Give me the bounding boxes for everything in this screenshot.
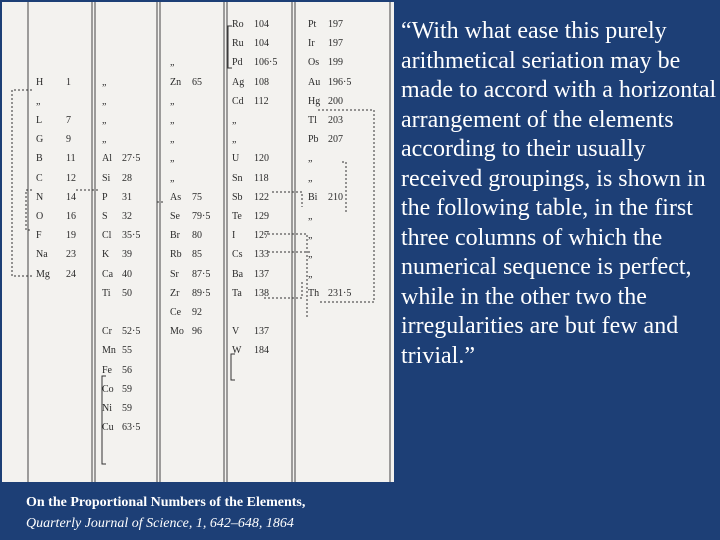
element-symbol: Rb: [170, 249, 182, 261]
element-symbol: Sr: [170, 268, 179, 280]
element-weight: 200: [328, 95, 343, 107]
element-symbol: „: [102, 76, 107, 88]
element-symbol: Cl: [102, 230, 112, 242]
element-weight: 80: [192, 230, 202, 242]
element-weight: 108: [254, 76, 269, 88]
element-symbol: Sb: [232, 191, 243, 203]
element-symbol: Se: [170, 211, 180, 222]
element-symbol: O: [36, 211, 44, 222]
element-weight: 106·5: [254, 57, 278, 69]
element-symbol: Os: [308, 57, 320, 69]
element-symbol: Mo: [170, 326, 184, 338]
element-symbol: L: [36, 115, 43, 126]
element-symbol: Co: [102, 383, 114, 395]
element-symbol: K: [102, 249, 110, 261]
caption-title: On the Proportional Numbers of the Elements,: [26, 495, 306, 510]
brace-v-w: [231, 354, 235, 380]
element-symbol: „: [170, 57, 175, 69]
element-weight: 92: [192, 307, 202, 318]
element-symbol: „: [308, 268, 313, 280]
connector-pb-bi: [342, 162, 346, 214]
element-weight: 31: [122, 191, 132, 203]
element-weight: 63·5: [122, 422, 141, 434]
element-symbol: Mn: [102, 345, 116, 357]
element-symbol: Si: [102, 172, 111, 184]
element-symbol: Hg: [308, 95, 321, 107]
element-weight: 197: [328, 19, 343, 30]
element-weight: 199: [328, 57, 343, 69]
element-weight: 197: [328, 38, 343, 50]
connector-te: [264, 234, 307, 317]
element-symbol: „: [102, 134, 107, 146]
element-weight: 16: [66, 211, 76, 222]
element-symbol: Ti: [102, 287, 111, 299]
element-weight: 35·5: [122, 230, 141, 242]
element-symbol: Au: [308, 76, 321, 88]
element-weight: 50: [122, 287, 132, 299]
element-weight: 210: [328, 191, 343, 203]
element-weight: 59: [122, 383, 132, 395]
element-symbol: „: [232, 134, 237, 146]
element-weight: 129: [254, 211, 269, 222]
element-symbol: Cr: [102, 326, 112, 338]
element-weight: 127: [254, 230, 269, 242]
element-weight: 1: [66, 76, 71, 88]
element-symbol: Na: [36, 249, 48, 261]
connector-h-na: [12, 90, 32, 276]
periodic-table-scan: [2, 2, 394, 482]
source-caption: [26, 492, 396, 534]
connector-c-f: [26, 190, 32, 230]
quote-text: “With what ease this purely arithmetical seriation may be made to accord with a horizontal arrangement of the elements according to their usually received groupings, is shown in the following table, in the first three columns of which the numerical sequence is perfect, while in the other two the irregularities are but few and trivial.”: [401, 18, 717, 369]
element-weight: 231·5: [328, 287, 352, 299]
element-weight: 75: [192, 191, 202, 203]
element-weight: 19: [66, 230, 76, 242]
element-symbol: Ro: [232, 19, 244, 30]
element-weight: 89·5: [192, 287, 211, 299]
element-symbol: G: [36, 134, 44, 146]
element-weight: 196·5: [328, 76, 352, 88]
element-symbol: Ba: [232, 268, 244, 280]
element-symbol: Zr: [170, 287, 180, 299]
element-symbol: Ag: [232, 76, 245, 88]
element-weight: 137: [254, 268, 269, 280]
element-symbol: „: [308, 230, 313, 242]
element-weight: 56: [122, 364, 132, 376]
element-symbol: Cs: [232, 249, 243, 261]
element-symbol: Ce: [170, 307, 182, 318]
element-symbol: „: [308, 211, 313, 222]
element-weight: 79·5: [192, 211, 211, 222]
element-symbol: Zn: [170, 76, 182, 88]
element-weight: 12: [66, 172, 76, 184]
element-weight: 24: [66, 268, 76, 280]
element-symbol: Te: [232, 211, 242, 222]
element-symbol: Pb: [308, 134, 319, 146]
element-symbol: Tl: [308, 115, 317, 126]
element-symbol: „: [170, 134, 175, 146]
element-symbol: U: [232, 153, 240, 165]
element-weight: 7: [66, 115, 71, 126]
element-weight: 52·5: [122, 326, 141, 338]
element-symbol: Bi: [308, 191, 318, 203]
element-symbol: P: [102, 191, 108, 203]
element-weight: 27·5: [122, 153, 141, 165]
element-weight: 9: [66, 134, 71, 146]
braces: [102, 26, 235, 464]
element-symbol: Pt: [308, 19, 317, 30]
element-symbol: „: [170, 95, 175, 107]
element-weight: 23: [66, 249, 76, 261]
element-weight: 59: [122, 403, 132, 414]
element-symbol: „: [102, 95, 107, 107]
element-weight: 39: [122, 249, 132, 261]
element-symbol: „: [170, 172, 175, 184]
element-weight: 122: [254, 191, 269, 203]
element-weight: 137: [254, 326, 269, 338]
connector-sn-bi: [272, 192, 302, 207]
element-weight: 138: [254, 287, 269, 299]
element-symbol: Sn: [232, 172, 243, 184]
element-weight: 112: [254, 95, 269, 107]
element-symbol: Th: [308, 287, 320, 299]
element-symbol: Ir: [308, 38, 315, 50]
element-symbol: I: [232, 230, 236, 242]
element-symbol: N: [36, 191, 44, 203]
element-symbol: „: [308, 249, 313, 261]
element-weight: 207: [328, 134, 343, 146]
connector-ba: [264, 282, 302, 298]
caption-citation: Quarterly Journal of Science, 1, 642–648, 1864: [26, 516, 294, 531]
element-weight: 85: [192, 249, 202, 261]
element-symbol: Al: [102, 153, 112, 165]
element-symbol: Cu: [102, 422, 114, 434]
element-symbol: Fe: [102, 364, 112, 376]
element-symbol: „: [308, 153, 313, 165]
element-symbol: Ta: [232, 287, 242, 299]
element-weight: 133: [254, 249, 269, 261]
element-weight: 14: [66, 191, 76, 203]
element-symbol: As: [170, 191, 182, 203]
element-symbol: S: [102, 211, 108, 222]
element-symbol: H: [36, 76, 44, 88]
element-weight: 104: [254, 19, 269, 30]
element-symbol: Cd: [232, 95, 244, 107]
element-weight: 118: [254, 172, 269, 184]
element-symbol: B: [36, 153, 43, 165]
element-weight: 87·5: [192, 268, 211, 280]
element-weight: 11: [66, 153, 76, 165]
element-weight: 40: [122, 268, 132, 280]
element-symbol: „: [308, 172, 313, 184]
element-weight: 203: [328, 115, 343, 126]
element-symbol: Ru: [232, 38, 244, 50]
element-weight: 104: [254, 38, 269, 50]
element-symbol: Pd: [232, 57, 243, 69]
element-symbol: „: [36, 95, 41, 107]
element-weight: 32: [122, 211, 132, 222]
element-symbol: Br: [170, 230, 180, 242]
element-weight: 120: [254, 153, 269, 165]
element-symbol: Ni: [102, 403, 112, 414]
element-symbol: „: [170, 153, 175, 165]
element-weight: 28: [122, 172, 132, 184]
element-symbol: Mg: [36, 268, 50, 280]
element-weight: 55: [122, 345, 132, 357]
element-symbol: W: [232, 345, 242, 357]
element-symbol: C: [36, 172, 43, 184]
element-symbol: V: [232, 326, 240, 338]
table-rules: [2, 2, 394, 482]
element-symbol: „: [232, 115, 237, 126]
element-symbol: „: [170, 115, 175, 126]
element-symbol: „: [102, 115, 107, 126]
element-weight: 96: [192, 326, 202, 338]
element-symbol: Ca: [102, 268, 114, 280]
element-weight: 65: [192, 76, 202, 88]
element-weight: 184: [254, 345, 269, 357]
element-symbol: F: [36, 230, 42, 242]
